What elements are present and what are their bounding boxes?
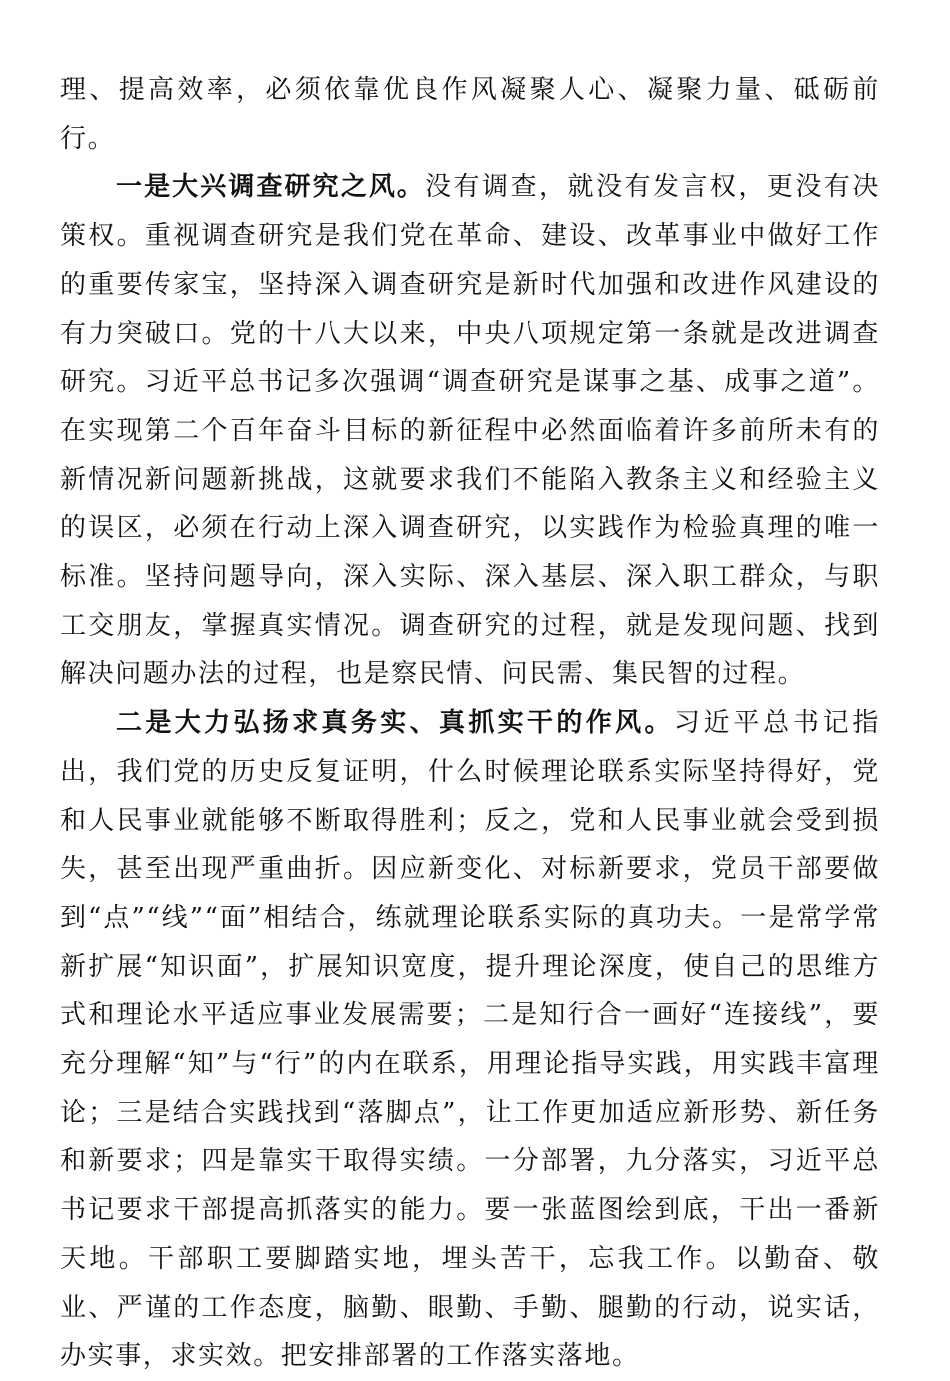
paragraph-text: 没有调查，就没有发言权，更没有决策权。重视调查研究是我们党在革命、建设、改革事业中做好工作的重要传家宝，坚持深入调查研究是新时代加强和改进作风建设的有力突破口。党的十八大以来，中央八项规定第一条就是改进调查研究。习近平总书记多次强调“调查研究是谋事之基、成事之道”。在实现第二个百年奋斗目标的新征程中必然面临着许多前所未有的新情况新问题新挑战，这就要求我们不能陷入教条主义和经验主义的误区，必须在行动上深入调查研究，以实践作为检验真理的唯一标准。坚持问题导向，深入实际、深入基层、深入职工群众，与职工交朋友，掌握真实情况。调查研究的过程，就是发现问题、找到解决问题办法的过程，也是察民情、问民需、集民智的过程。	[60, 172, 880, 690]
paragraph-practical-work-style	[60, 699, 880, 1381]
document-page	[60, 66, 880, 1381]
paragraph-text: 理、提高效率，必须依靠优良作风凝聚人心、凝聚力量、砥砺前行。	[60, 75, 880, 154]
paragraph-text: 习近平总书记指出，我们党的历史反复证明，什么时候理论联系实际坚持得好，党和人民事业就能够不断取得胜利；反之，党和人民事业就会受到损失，甚至出现严重曲折。因应新变化、对标新要求，党员干部要做到“点”“线”“面”相结合，练就理论联系实际的真功夫。一是常学常新扩展“知识面”，扩展知识宽度，提升理论深度，使自己的思维方式和理论水平适应事业发展需要；二是知行合一画好“连接线”，要充分理解“知”与“行”的内在联系，用理论指导实践，用实践丰富理论；三是结合实践找到“落脚点”，让工作更加适应新形势、新任务和新要求；四是靠实干取得实绩。一分部署，九分落实，习近平总书记要求干部提高抓落实的能力。要一张蓝图绘到底，干出一番新天地。干部职工要脚踏实地，埋头苦干，忘我工作。以勤奋、敬业、严谨的工作态度，脑勤、眼勤、手勤、腿勤的行动，说实话，办实事，求实效。把安排部署的工作落实落地。	[60, 708, 881, 1372]
paragraph-investigation-research	[60, 163, 880, 699]
paragraph-lead-heading: 一是大兴调查研究之风。	[116, 172, 426, 203]
paragraph-continuation	[60, 66, 880, 163]
paragraph-lead-heading: 二是大力弘扬求真务实、真抓实干的作风。	[116, 708, 674, 739]
